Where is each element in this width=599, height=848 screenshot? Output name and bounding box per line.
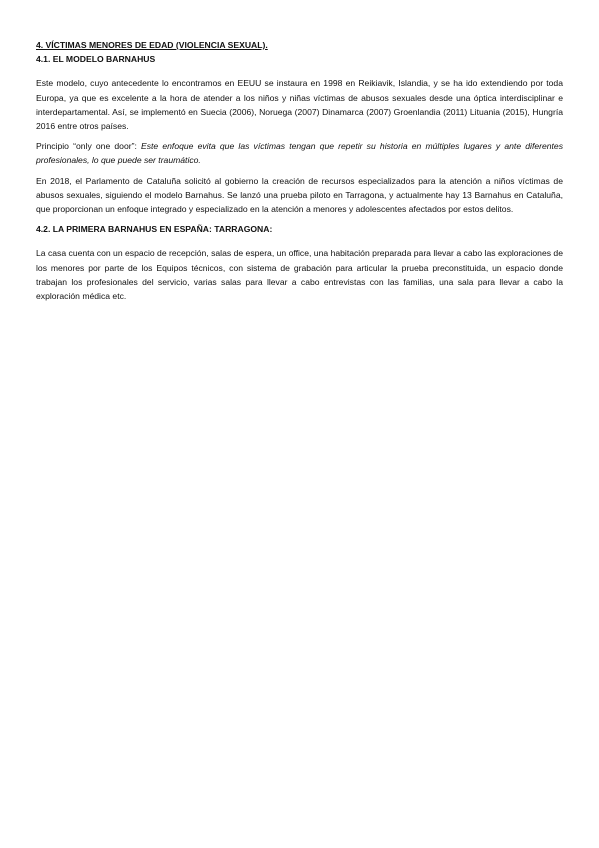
principle-paragraph <box>36 139 563 167</box>
principle-text: Este enfoque evita que las víctimas tengan que repetir su historia en múltiples lugares y ante diferentes profesionales, lo que puede ser traumático. <box>36 141 563 166</box>
section-title: 4. VÍCTIMAS MENORES DE EDAD (VIOLENCIA SEXUAL). <box>36 40 268 50</box>
paragraph-barnahus-origin: Este modelo, cuyo antecedente lo encontramos en EEUU se instaura en 1998 en Reikiavik, Islandia, y se ha ido extendiendo por toda Europa, ya que es excelente a la hora de atender a los niños y niñas víctimas de abusos sexuales desde una óptica interdisciplinar e interdepartamental. Así, se implementó en Suecia (2006), Noruega (2007) Dinamarca (2007) Groenlandia (2011) Lituania (2015), Hungría 2016 entre otros países. <box>36 78 563 132</box>
subsection-2-title: 4.2. LA PRIMERA BARNAHUS EN ESPAÑA: TARRAGONA: <box>36 224 273 235</box>
paragraph-tarragona: La casa cuenta con un espacio de recepción, salas de espera, un office, una habitación preparada para llevar a cabo las exploraciones de los menores por parte de los Equipos técnicos, con sistema de grabación para articular la prueba preconstituida, un espacio donde trabajan los profesionales del servicio, varias salas para llevar a cabo entrevistas con las familias, una sala para llevar a cabo la exploración médica etc. <box>36 248 563 302</box>
principle-lead: Principio “only one door”: <box>36 141 142 152</box>
paragraph-catalonia: En 2018, el Parlamento de Cataluña solicitó al gobierno la creación de recursos especializados para la atención a niños víctimas de abusos sexuales, siguiendo el modelo Barnahus. Se lanzó una prueba piloto en Tarragona, y actualmente hay 13 Barnahus en Cataluña, que proporcionan un enfoque integrado y especializado en la atención a menores y adolescentes afectados por estos delitos. <box>36 175 563 215</box>
document-page <box>36 38 563 309</box>
subsection-1-title: 4.1. EL MODELO BARNAHUS <box>36 54 156 65</box>
